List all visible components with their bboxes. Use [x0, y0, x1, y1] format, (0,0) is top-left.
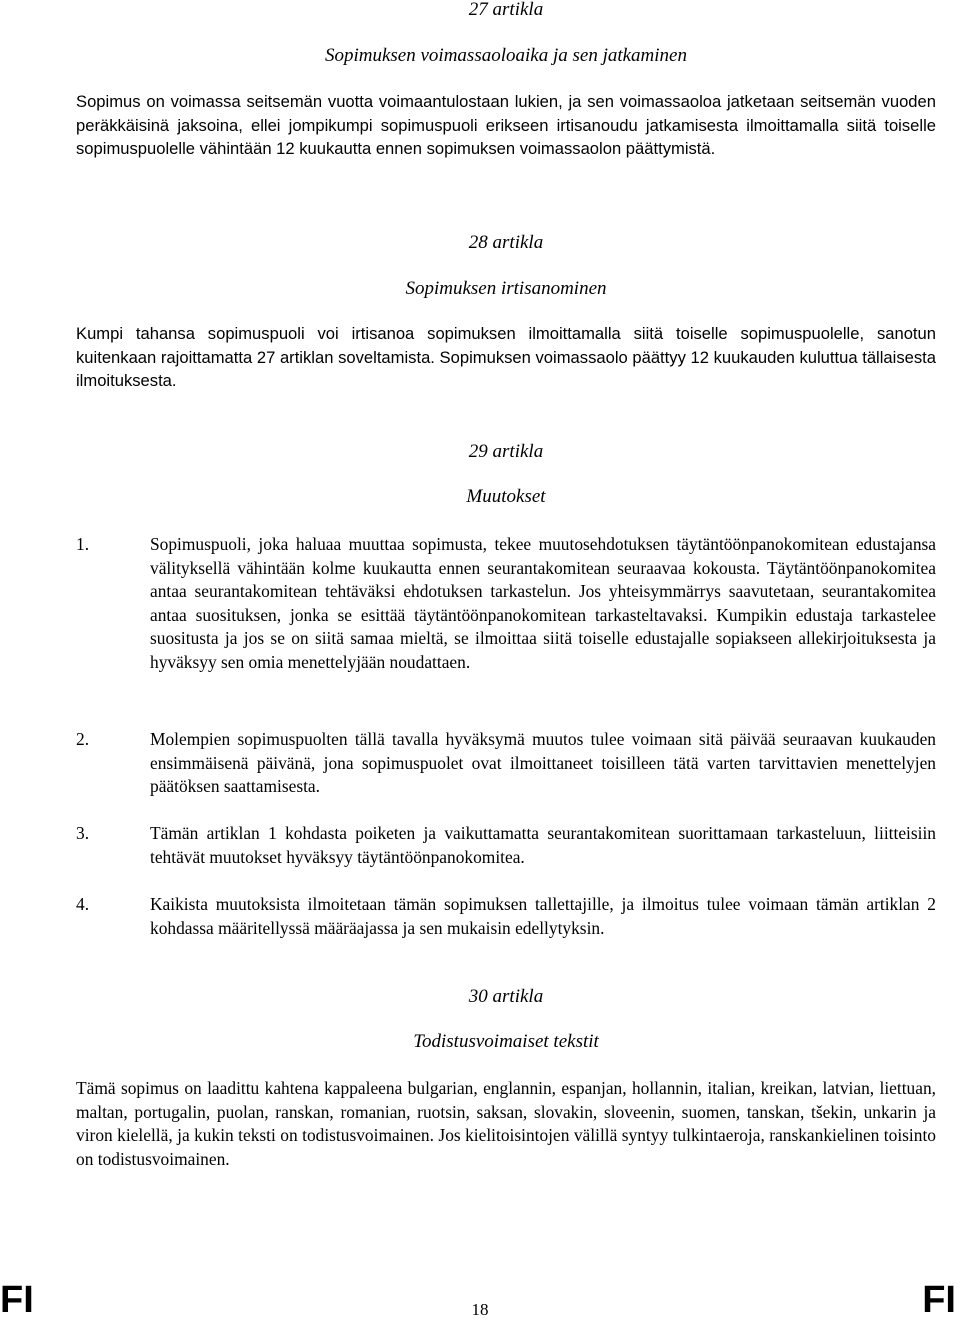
article-28-text: Kumpi tahansa sopimuspuoli voi irtisanoa sopimuksen ilmoittamalla siitä toiselle sopimuspuolelle, sanotun kuitenkaan rajoittamatta 27 artiklan soveltamista. Sopimuksen voimassaolo päättyy 12 kuukauden kuluttua tällaisesta ilmoituksesta. — [76, 324, 936, 390]
item-number: 1. — [76, 534, 90, 554]
article-29-title: Muutokset — [466, 486, 546, 507]
article-27-title: Sopimuksen voimassaoloaika ja sen jatkaminen — [324, 45, 687, 66]
footer-language-right: FI — [922, 1279, 956, 1321]
article-30-title: Todistusvoimaiset tekstit — [413, 1031, 599, 1052]
article-27-text: Sopimus on voimassa seitsemän vuotta voimaantulostaan lukien, ja sen voimassaoloa jatketaan seitsemän vuoden peräkkäisinä jaksoina, ellei jompikumpi sopimuspuoli erikseen irtisanoudu jatkamisesta ilmoittamalla siitä toiselle sopimuspuolelle vähintään 12 kuukautta ennen sopimuksen voimassaolon päättymistä. — [76, 92, 936, 158]
article-29-number: 29 artikla — [468, 441, 544, 462]
item-number: 4. — [76, 894, 90, 914]
article-27-number: 27 artikla — [468, 0, 544, 20]
item-text: Tämän artiklan 1 kohdasta poiketen ja vaikuttamatta seurantakomitean suorittamaan tarkasteluun, liitteisiin tehtävät muutokset hyväksyy täytäntöönpanokomitea. — [150, 823, 936, 867]
item-number: 2. — [76, 729, 90, 749]
article-30-text: Tämä sopimus on laadittu kahtena kappaleena bulgarian, englannin, espanjan, hollannin, italian, kreikan, latvian, liettuan, maltan, portugalin, puolan, ranskan, romanian, ruotsin, saksan, slovakin, sloveenin, suomen, tanskan, tšekin, unkarin ja viron kielellä, ja kukin teksti on todistusvoimainen. Jos kielitoisintojen välillä syntyy tulkintaeroja, ranskankielinen toisinto on todistusvoimainen. — [76, 1078, 936, 1169]
item-text: Kaikista muutoksista ilmoitetaan tämän sopimuksen tallettajille, ja ilmoitus tulee voimaan tämän artiklan 2 kohdassa määritellyssä määräajassa ja sen mukaisin edellytyksin. — [150, 894, 936, 938]
item-number: 3. — [76, 823, 90, 843]
article-28-title: Sopimuksen irtisanominen — [405, 278, 607, 299]
item-text: Molempien sopimuspuolten tällä tavalla hyväksymä muutos tulee voimaan sitä päivää seuraavan kuukauden ensimmäisenä päivänä, jona sopimuspuolet ovat ilmoittaneet toisilleen tätä varten tarvittavien menettelyjen päätöksen saattamisesta. — [150, 729, 936, 796]
article-28-number: 28 artikla — [468, 232, 544, 253]
page-number: 18 — [471, 1300, 489, 1319]
item-text: Sopimuspuoli, joka haluaa muuttaa sopimusta, tekee muutosehdotuksen täytäntöönpanokomitean edustajansa välityksellä vähintään kolme kuukautta ennen seurantakomitean seuraavaa kokousta. Täytäntöönpanokomitea antaa seurantakomitean tehtäväksi ehdotuksen tarkastelun. Jos yhteisymmärrys saavutetaan, seurantakomitea antaa suosituksen, jonka se esittää täytäntöönpanokomitean tarkasteltavaksi. Kumpikin edustaja tarkastelee suositusta ja jos se on siitä samaa mieltä, se ilmoittaa siitä toiselle edustajalle sopiakseen allekirjoituksesta ja hyväksyy sen omia menettelyjään noudattaen. — [150, 534, 936, 672]
footer-language-left: FI — [0, 1279, 34, 1321]
article-30-number: 30 artikla — [468, 986, 544, 1007]
